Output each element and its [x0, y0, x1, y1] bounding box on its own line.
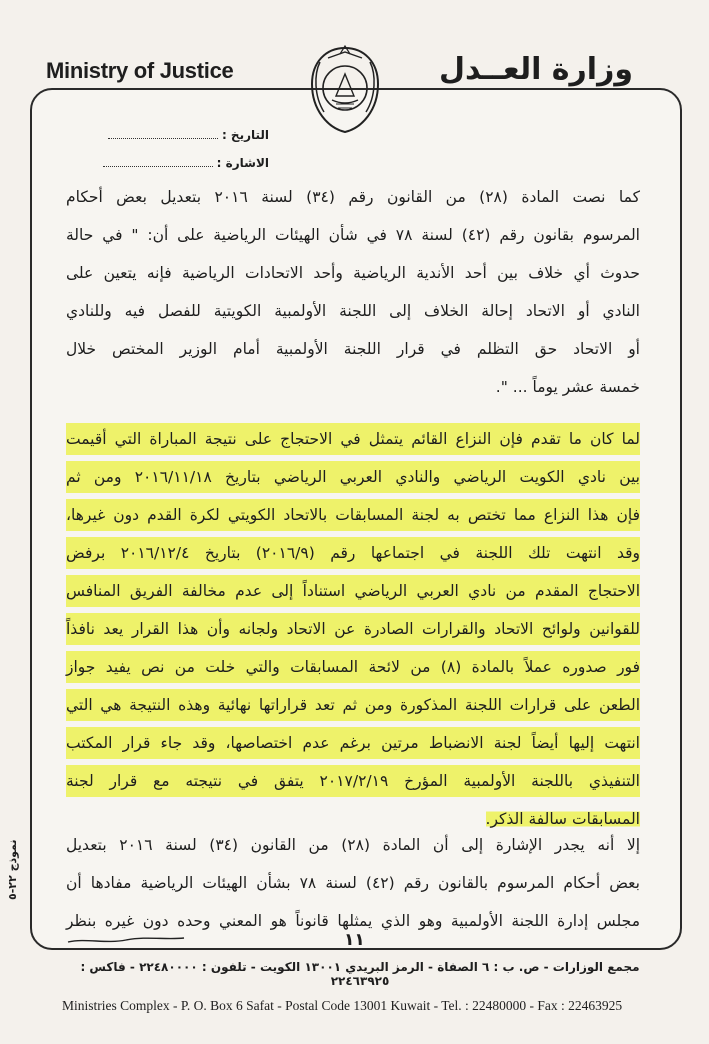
text-line: كما نصت المادة (٢٨) من القانون رقم (٣٤) لسنة ٢٠١٦ بتعديل بعض أحكام [66, 188, 640, 206]
paragraph-however [66, 826, 640, 940]
reference-field [103, 156, 269, 170]
highlighted-line: فور صدوره عملاً بالمادة (٨) من لائحة المسابقات والتي خلت من نص يفيد جواز [66, 648, 640, 686]
ministry-name-ar: وزارة العــدل [439, 52, 633, 87]
ministry-name-en: Ministry of Justice [46, 58, 234, 83]
reference-blank-line [103, 166, 213, 167]
highlighted-line: الاحتجاج المقدم من نادي العربي الرياضي استناداً إلى عدم مخالفة الفريق المنافس [66, 572, 640, 610]
form-code: نموذج ٢٢-٥ [6, 839, 19, 900]
highlighted-line: التنفيذي باللجنة الأولمبية المؤرخ ٢٠١٧/٢/١٩ يتفق في نتيجته مع قرار لجنة [66, 762, 640, 800]
highlighted-line: فإن هذا النزاع مما تختص به لجنة المسابقات بالاتحاد الكويتي لكرة القدم دون غيرها، [66, 496, 640, 534]
paragraph-dispute-highlighted [66, 420, 640, 838]
highlighted-line: انتهت إليها أيضاً لجنة الانضباط مرتين برغم عدم اختصاصها، وقد جاء قرار المكتب [66, 724, 640, 762]
text-line: بعض أحكام المرسوم بالقانون رقم (٤٢) لسنة ٧٨ بشأن الهيئات الرياضية مفادها أن [66, 874, 640, 892]
highlight-mark: المسابقات سالفة الذكر. [485, 810, 640, 828]
text-line: إلا أنه يجدر الإشارة إلى أن المادة (٢٨) من القانون (٣٤) لسنة ٢٠١٦ بتعديل [66, 836, 641, 854]
highlighted-line: الطعن على قرارات اللجنة المذكورة ومن ثم تعد قراراتها نهائية وهذه النتيجة هي التي [66, 686, 640, 724]
handwritten-mark-icon [66, 928, 186, 950]
highlighted-line: وقد انتهت تلك اللجنة في اجتماعها رقم (٢٠١٦/٩) بتاريخ ٢٠١٦/١٢/٤ برفض [66, 534, 640, 572]
text-line: أو الاتحاد حق التظلم في قرار اللجنة الأولمبية أمام الوزير المختص خلال [66, 340, 640, 358]
kuwait-emblem-icon [306, 44, 384, 136]
text-line: خمسة عشر يوماً ... ". [495, 378, 640, 396]
text-line: مجلس إدارة اللجنة الأولمبية وهو الذي يمثلها قانوناً هو المعني وحده دون غيره بنظر [66, 912, 640, 930]
highlighted-line: للقوانين ولوائح الاتحاد والقرارات الصادرة عن الاتحاد ولجانه وأن هذا القرار يعد نافذاً [66, 610, 640, 648]
footer-address-en: Ministries Complex - P. O. Box 6 Safat - Postal Code 13001 Kuwait - Tel. : 22480000 - Fax : 22463925 [62, 998, 623, 1013]
text-line: المرسوم بقانون رقم (٤٢) لسنة ٧٨ في شأن الهيئات الرياضية على أن: " في حالة [66, 226, 640, 244]
text-line: النادي أو الاتحاد إحالة الخلاف إلى اللجنة الأولمبية الكويتية للفصل فيه وللنادي [66, 302, 640, 320]
paragraph-article-28 [66, 178, 640, 406]
footer-address-ar: مجمع الوزارات - ص. ب : ٦ الصفاة - الرمز البريدي ١٣٠٠١ الكويت - تلفون : ٢٢٤٨٠٠٠٠ - فاكس : ٢٢٤٦٣٩٢٥ [80, 960, 640, 988]
reference-label: الاشارة : [216, 156, 269, 170]
highlighted-line: لما كان ما تقدم فإن النزاع القائم يتمثل في الاحتجاج على نتيجة المباراة التي أقيمت [66, 420, 640, 458]
date-blank-line [108, 138, 218, 139]
date-field [108, 128, 269, 142]
highlighted-line: بين نادي الكويت الرياضي والنادي العربي الرياضي بتاريخ ٢٠١٦/١١/١٨ ومن ثم [66, 458, 640, 496]
date-label: التاريخ : [221, 128, 269, 142]
page-number: ١١ [344, 930, 365, 950]
text-line: حدوث أي خلاف بين أحد الأندية الرياضية وأحد الاتحادات الرياضية فإنه يتعين على [66, 264, 640, 282]
